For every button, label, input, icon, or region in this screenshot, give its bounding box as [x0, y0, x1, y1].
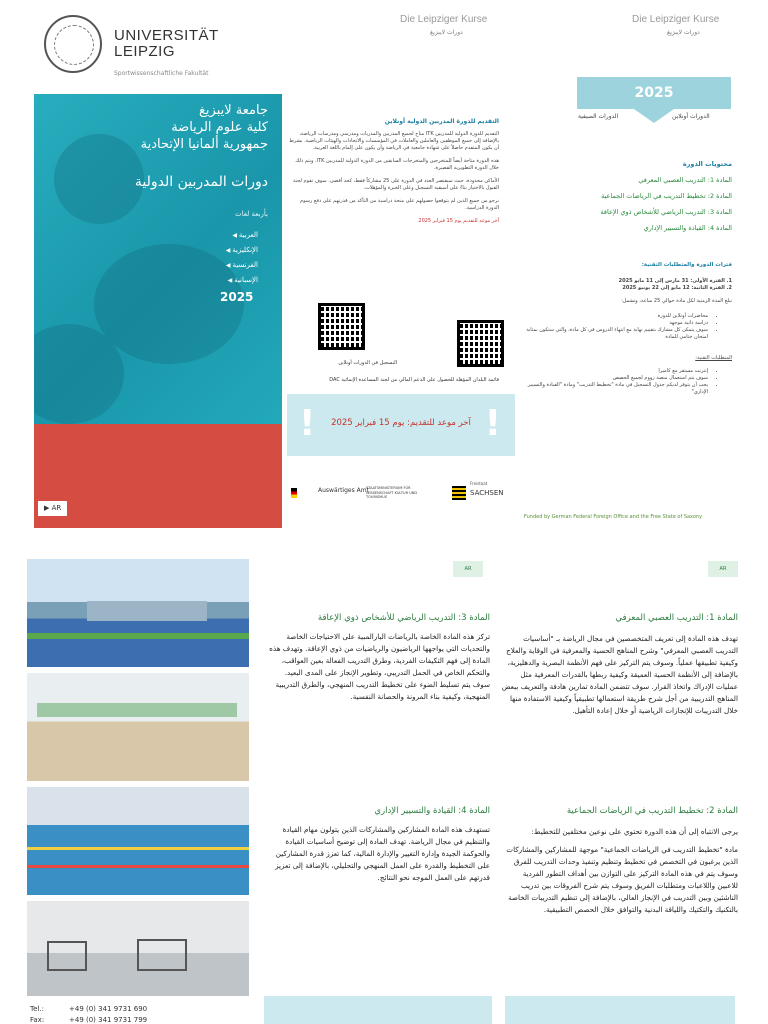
university-name-line-1: UNIVERSITÄT	[114, 27, 219, 44]
module-4-body: تستهدف هذه المادة المشاركين والمشاركات الذين يتولون مهام القيادة والتنظيم في مجال الرياضة. تهدف المادة إلى توضيح أساسيات القيادة والحوكمة الجيدة وإدارة التغيير والإدارة المالية، كما تعزز قدرة المشاركين على التخطيط والقدرة على العمل المنهجي والتحليلي، بالإضافة إلى تعزيز قدرتهم على العمل الموجه نحو النتائج.	[275, 825, 490, 882]
photo-lane-shape	[27, 865, 249, 868]
application-paragraph: التقديم للدورة الدولية للمدربين ITK متاح لجميع المدربين والمدربات ومدرسي ومدرسات الرياضة، بالإضافة إلى جميع الموظفين والعاملين والعاملات في المؤسسات والاتحادات والهيئات الرياضية. بشرط أن يكون المتقدم حاصلاً على شهادة جامعية في الرياضة وأن يكون على إلمام باللغة العربية.	[289, 131, 499, 151]
format-summer: الدورات الصيفية	[578, 113, 619, 120]
tech-list	[520, 368, 708, 396]
tel-label: Tel.:	[30, 1005, 44, 1013]
tech-item: • يجب أن يتوفر لديكم جدول التسجيل في مادة "تخطيط التدريب" ومادة "القيادة والتسيير الإداري"	[520, 382, 708, 396]
module-list-item: المادة 1: التدريب العصبي المعرفي	[638, 176, 732, 184]
photo-building-shape	[87, 601, 207, 621]
auswaertiges-amt-logo: Auswärtiges Amt	[318, 487, 369, 494]
cover-title-line: جامعة لايبزيغ	[199, 103, 268, 118]
course-contents-heading: محتويات الدورة	[682, 160, 732, 168]
module-3-section	[266, 613, 490, 703]
photo-lane-shape	[27, 847, 249, 850]
photo-swimming-pool	[27, 787, 249, 895]
deadline-callout	[287, 394, 515, 456]
photo-stadium	[27, 559, 249, 667]
module-4-title: المادة 4: القيادة والتسيير الإداري	[374, 806, 490, 816]
faculty-name: Sportwissenschaftliche Fakultät	[114, 70, 209, 77]
fax-number: +49 (0) 341 9731 799	[69, 1016, 148, 1024]
exclamation-icon: !	[299, 403, 316, 444]
qr-code-online-registration[interactable]	[318, 303, 365, 350]
year-banner	[577, 77, 731, 109]
language-switch-label: AR	[51, 504, 62, 512]
languages-heading: بأربعة لغات	[235, 210, 268, 218]
periods-section	[520, 262, 732, 396]
exclamation-icon: !	[484, 403, 501, 444]
university-name	[114, 28, 219, 60]
module-bullet: • سوف يتمكن كل مشارك بتقييم نهاية مع انتهاء الدروس في كل مادة، والتي ستكون بمثابة امتحان ختامي للمادة	[520, 327, 708, 341]
period-line: 1. الفترة الأولى: 31 مارس إلى 11 مايو 2025	[618, 278, 732, 284]
application-paragraph: الأماكن محدودة، حيث سيقتصر العدد في الدورة على 25 مشاركاً فقط، كحد أقصى. سوف تقوم لجنة القبول بالاختيار بناءً على أسبقية التسجيل وعلى الخبرة والمؤهلات.	[293, 178, 499, 191]
german-flag-icon	[291, 488, 297, 498]
qr-label-online: التسجيل في الدورات أونلاين	[338, 360, 397, 366]
module-list-item: المادة 2: تخطيط التدريب في الرياضات الجماعية	[601, 192, 732, 200]
year-banner-text: 2025	[634, 85, 674, 101]
tech-item: • إنترنت مستقر مع كاميرا	[520, 368, 708, 375]
module-3-title: المادة 3: التدريب الرياضي للأشخاص ذوي الإعاقة	[317, 613, 490, 623]
application-paragraph: هذه الدورة متاحة أيضاً للمتخرجين والمتخرجات السابقين من الدورة الدولية للمدربين ITK. ويتم ذلك خلال الدورة التطويرية القصيرة.	[295, 158, 499, 171]
year-banner-arrow	[634, 109, 674, 123]
photo-sports-hall	[27, 673, 249, 781]
sachsen-logo-small: Freistaat	[470, 481, 488, 486]
contact-tel	[30, 1005, 148, 1013]
module-2-intro: يرجى الانتباه إلى أن هذه الدورة تحتوي على نوعين مختلفين للتخطيط:	[531, 827, 738, 836]
smwk-logo: STAATSMINISTERIUM FÜR WISSENSCHAFT KULTUR UND TOURISMUS	[366, 486, 418, 499]
play-arrow-icon: ▶	[44, 504, 50, 512]
bottom-callout-left	[264, 996, 492, 1024]
module-bullet: • محاضرات أونلاين للدورة	[520, 313, 708, 320]
tech-item: • سوف يتم استعمال منصة زووم لجميع الحصص	[520, 375, 708, 382]
cover-subtitle: دورات المدربين الدولية	[134, 174, 268, 190]
module-2-title: المادة 2: تخطيط التدريب في الرياضات الجماعية	[566, 806, 738, 816]
funding-note: Funded by German Federal Foreign Office and the Free State of Saxony	[524, 514, 703, 520]
language-tag[interactable]: AR	[708, 561, 738, 577]
module-list-item: المادة 4: القيادة والتسيير الإداري	[643, 224, 732, 232]
application-paragraph: نرجو من جميع الذين لم يتوقعوا حصولهم على منحة دراسية من التأكد من قدرتهم على دفع رسوم الدورة الدراسية.	[300, 198, 499, 211]
sachsen-logo: SACHSEN	[470, 489, 504, 497]
languages-list	[138, 228, 258, 288]
university-name-line-2: LEIPZIG	[114, 43, 176, 60]
language-item: الإنكليزية ◀	[138, 243, 258, 258]
deadline-line: آخر موعد للتقديم يوم 15 فبراير 2025	[418, 218, 499, 224]
series-title-ar-right: دورات لايبزيغ	[667, 29, 700, 36]
language-item: العربية ◀	[138, 228, 258, 243]
bottom-callout-right	[505, 996, 735, 1024]
language-item: الإسبانية ◀	[138, 273, 258, 288]
module-bullet: • دراسة ذاتية موجهة	[520, 320, 708, 327]
fax-label: Fax:	[30, 1016, 45, 1024]
module-1-title: المادة 1: التدريب العصبي المعرفي	[615, 613, 738, 623]
photo-grass-shape	[27, 633, 249, 639]
module-2-body: مادة "تخطيط التدريب في الرياضات الجماعية" موجهة للمشاركين والمشاركات الذين يرغبون في التخصص في تخطيط وتنظيم وتنفيذ وحدات التدريب للفرق وسوف يتم في هذه المادة التركيز على التوازن بين أهداف التطور الفردية للاعبين واللاعبات ومتطلبات الفريق وسوف يتم شرح الفروقات بين تدريب الناشئين وبين التدريب في الإنجاز العالي، بالإضافة إلى تنظيم التدريبات الخاصة بالتكنيك والتكتيك واللياقة البدنية والتوافق خلال الحصص التطبيقية.	[506, 845, 738, 914]
module-bullets	[520, 313, 708, 341]
photo-gym	[27, 901, 249, 996]
format-online: الدورات أونلاين	[672, 113, 710, 120]
language-tag[interactable]: AR	[453, 561, 483, 577]
cover-title	[68, 102, 268, 153]
series-title-de-right: Die Leipziger Kurse	[632, 14, 720, 25]
application-heading: التقديم للدورة المدربين الدولية أونلاين	[384, 118, 499, 125]
deadline-callout-text: آخر موعد للتقديم: يوم 15 فبراير 2025	[331, 418, 471, 428]
series-title-ar: دورات لايبزيغ	[430, 29, 463, 36]
cover-red-band	[34, 424, 282, 528]
periods-heading: فترات الدورة والمتطلبات التقنية:	[641, 262, 732, 268]
photo-equipment-shape	[137, 939, 187, 971]
module-3-body: تركز هذه المادة الخاصة بالرياضات البارالمبية على الاحتياجات الخاصة والتحديات التي يواجهها الرياضيون والرياضيات من ذوي الإعاقة. وتهدف هذه المادة إلى فهم التكيفات الفردية، وطرق التدريب الفعالة بعين العواقب، والتحكم الخاص في الحمل التدريبي، وتطوير الإنجاز على المدى البعيد. سوف يتم تسليط الضوء على تخطيط التدريب المنهجي، والطرق التدريبية المنهجية، وكيفية بناء المرونة والحصانة النفسية.	[269, 632, 490, 701]
series-title-de: Die Leipziger Kurse	[400, 14, 488, 25]
language-switch-button[interactable]	[38, 501, 67, 516]
cover-title-line: كلية علوم الرياضة	[171, 120, 268, 135]
per-module-text: تبلغ المدة الزمنية لكل مادة حوالي 25 ساعة، وتشمل:	[621, 298, 732, 304]
cover-year: 2025	[220, 290, 254, 304]
course-contents	[520, 160, 732, 232]
photo-equipment-shape	[47, 941, 87, 971]
module-4-section	[266, 806, 490, 884]
module-list-item: المادة 3: التدريب الرياضي للأشخاص ذوي الإعاقة	[600, 208, 732, 216]
cover-title-line: جمهورية ألمانيا الإتحادية	[140, 137, 268, 152]
saxony-coat-of-arms-icon	[452, 486, 466, 500]
qr-label-dac: قائمة البلدان المؤهلة للحصول على الدعم المالي من لجنة المساعدة الإنمائية DAC	[329, 377, 499, 383]
module-1-section	[500, 613, 738, 717]
language-item: الفرنسية ◀	[138, 258, 258, 273]
contact-fax	[30, 1016, 148, 1024]
photo-railing-shape	[37, 703, 237, 717]
qr-code-dac-list[interactable]	[457, 320, 504, 367]
university-seal-icon	[44, 15, 102, 73]
period-line: 2. الفترة الثانية: 12 مايو إلى 22 يونيو 2025	[622, 285, 732, 291]
module-1-body: تهدف هذه المادة إلى تعريف المتخصصين في مجال الرياضة بـ "أساسيات التدريب العصبي المعرفي" وشرح المناهج الحسية والمعرفية في الوقاية والعلاج وكيفية تطبيقها عملياً. وسوف يتم التركيز على فهم الأنظمة البصرية والدهليزية، بالإضافة إلى الأنظمة الحسية العميقة وكيفية ربطها بالقدرات المعرفية مثل عمليات الإدراك واتخاذ القرار. سوف تتضمن المادة تمارين هادفة والتعريف ببعض المناهج التدريبية من أجل شرح طريقة استعمالها تطبيقياً وكيفية الاستفادة منها خلال التدريبات للإنجازات الرياضية أو خلال إعادة التأهيل.	[501, 634, 738, 715]
tech-heading: المتطلبات التقنية:	[695, 355, 732, 361]
tel-number: +49 (0) 341 9731 690	[69, 1005, 148, 1013]
application-section	[287, 118, 499, 225]
brochure-cover	[34, 94, 282, 528]
module-2-section	[500, 806, 738, 916]
